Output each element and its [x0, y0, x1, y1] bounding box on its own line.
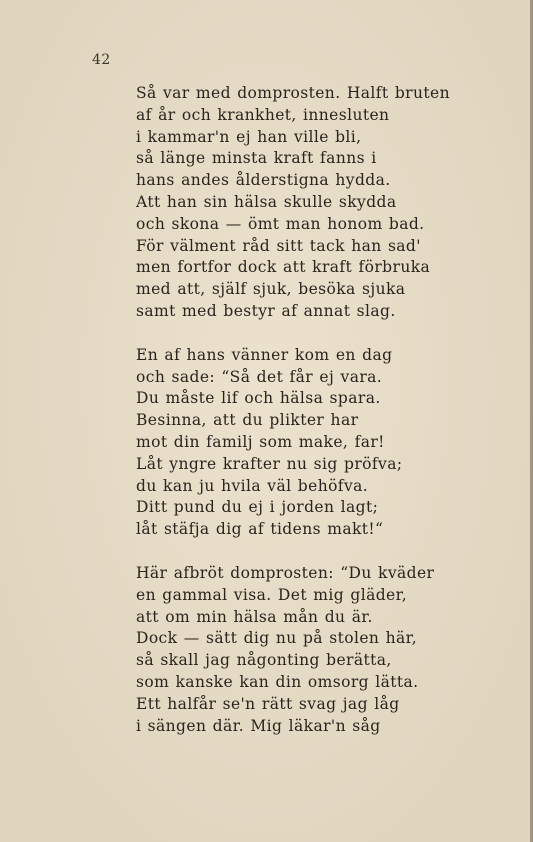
poem-line: samt med bestyr af annat slag.	[136, 301, 396, 320]
poem-line: hans andes ålderstigna hydda.	[136, 171, 391, 190]
poem-line: mot din familj som make, far!	[136, 432, 385, 451]
poem-line: Ditt pund du ej i jorden lagt;	[136, 498, 379, 517]
poem-line: Låt yngre krafter nu sig pröfva;	[136, 454, 403, 473]
poem-line: Du måste lif och hälsa spara.	[136, 389, 381, 408]
poem-line: En af hans vänner kom en dag	[136, 345, 393, 364]
poem-line: men fortfor dock att kraft förbruka	[136, 258, 431, 277]
page-number: 42	[92, 52, 111, 68]
stanza-3	[136, 563, 456, 737]
poem-line: och skona — ömt man honom bad.	[136, 214, 425, 233]
poem-line: Så var med domprosten. Halft bruten	[136, 84, 450, 102]
poem-line: så skall jag någonting berätta,	[136, 651, 392, 670]
poem-line: Här afbröt domprosten: “Du kväder	[136, 563, 435, 582]
poem-line: så länge minsta kraft fanns i	[136, 149, 377, 168]
poem-line: Ett halfår se'n rätt svag jag låg	[136, 694, 400, 713]
poem-line: en gammal visa. Det mig gläder,	[136, 585, 408, 604]
poem-line: Besinna, att du plikter har	[136, 411, 359, 430]
stanza-1	[136, 83, 456, 323]
poem-text	[136, 83, 456, 759]
poem-line: i sängen där. Mig läkar'n såg	[136, 716, 381, 735]
poem-line: att om min hälsa mån du är.	[136, 607, 373, 626]
poem-line: af år och krankhet, innesluten	[136, 105, 390, 124]
poem-line: Dock — sätt dig nu på stolen här,	[136, 629, 418, 648]
stanza-2	[136, 345, 456, 541]
poem-line: Att han sin hälsa skulle skydda	[136, 192, 397, 211]
poem-line: och sade: “Så det får ej vara.	[136, 367, 383, 386]
poem-line: i kammar'n ej han ville bli,	[136, 127, 362, 146]
poem-line: du kan ju hvila väl behöfva.	[136, 476, 369, 495]
poem-line: låt stäfja dig af tidens makt!“	[136, 520, 384, 539]
poem-line: med att, själf sjuk, besöka sjuka	[136, 280, 406, 299]
poem-line: För välment råd sitt tack han sad'	[136, 236, 421, 255]
poem-line: som kanske kan din omsorg lätta.	[136, 672, 419, 691]
